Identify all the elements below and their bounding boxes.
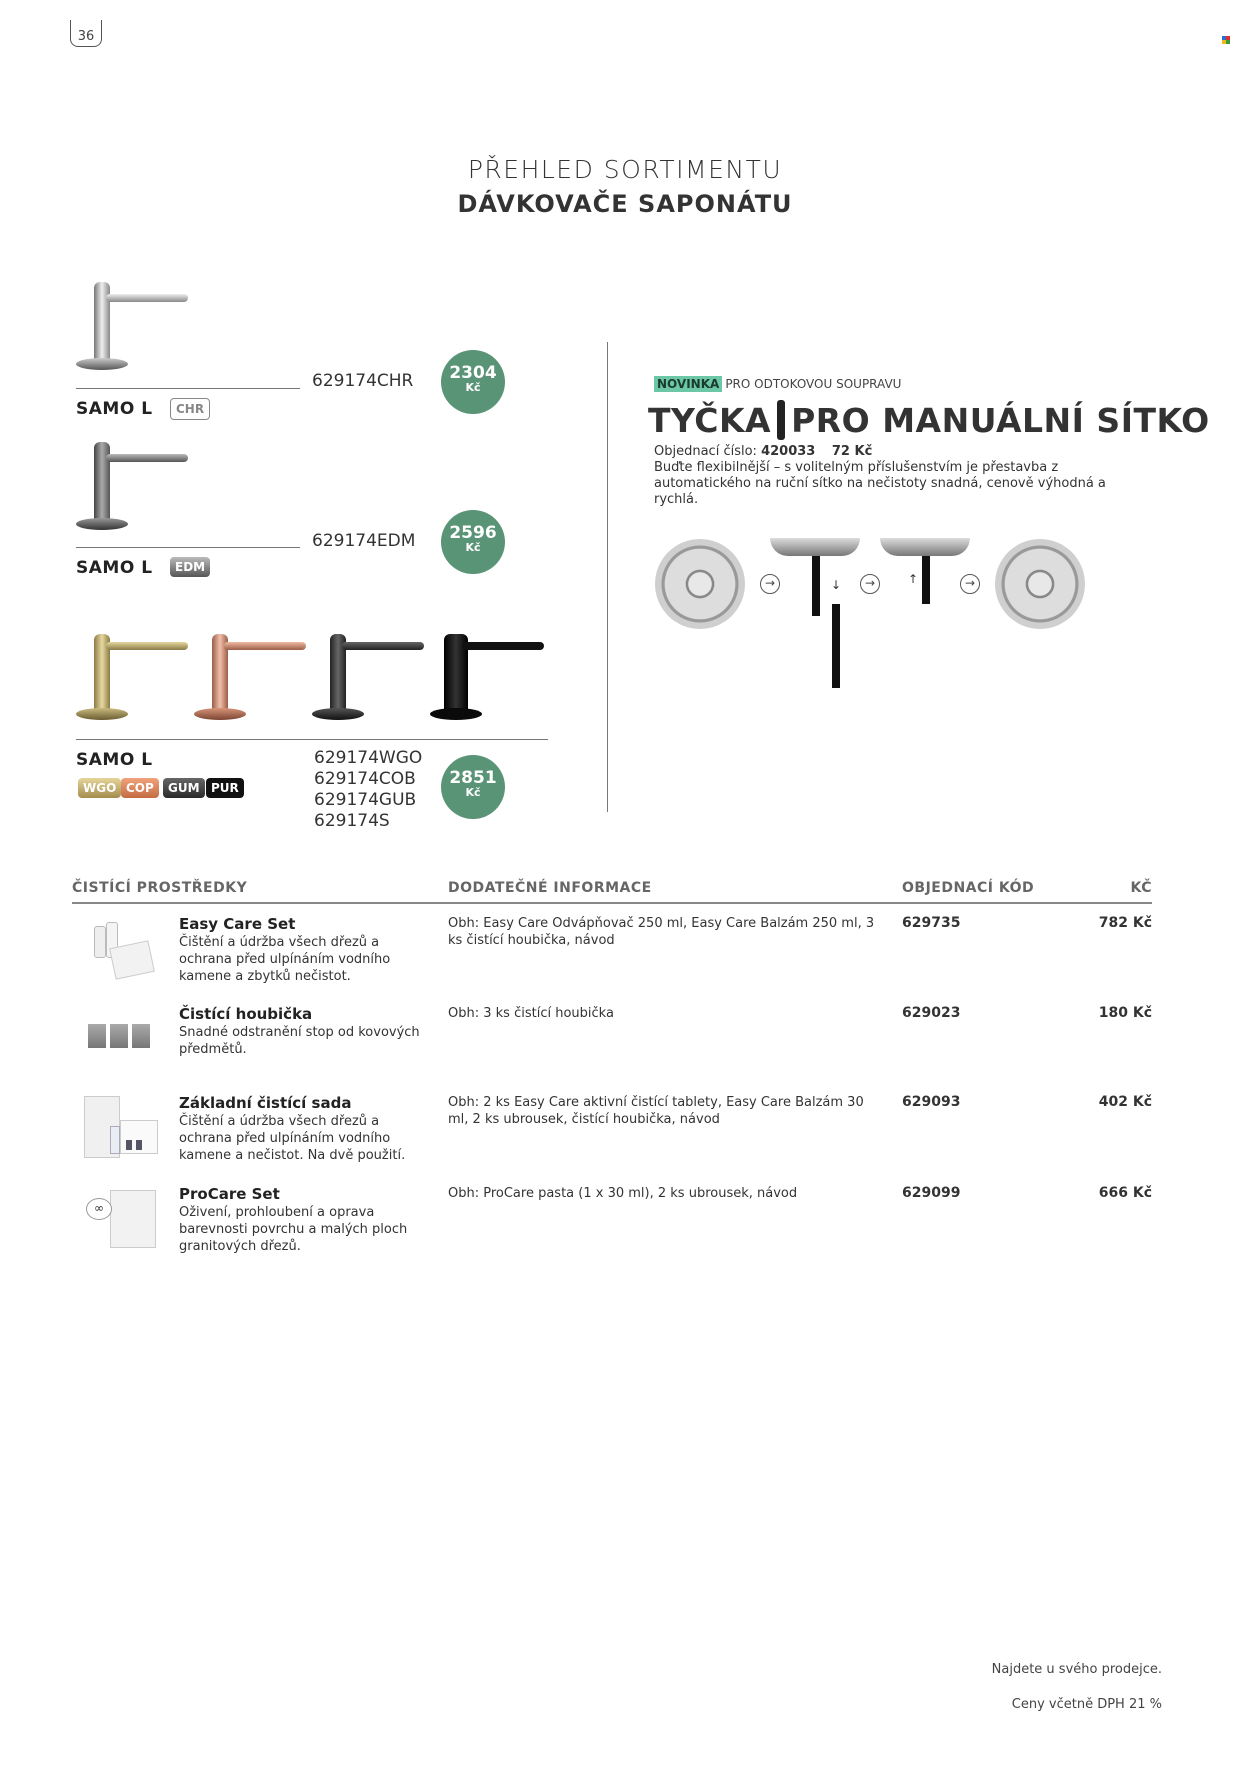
price-badge	[441, 755, 505, 819]
column-divider	[607, 342, 608, 812]
arrow-right-icon: →	[760, 574, 780, 594]
row-info: Obh: Easy Care Odvápňovač 250 ml, Easy Care Balzám 250 ml, 3 ks čistící houbička, návod	[448, 916, 875, 948]
row-code: 629093	[902, 1094, 961, 1110]
row-info: Obh: ProCare pasta (1 x 30 ml), 2 ks ubrousek, návod	[448, 1186, 798, 1201]
finish-badge-chr: CHR	[170, 398, 210, 420]
feature-description: Buďte flexibilnější – s volitelným příslušenstvím je přestavba z automatického na ruční sítko na nečistoty snadná, cenově výhodná a rychlá.	[654, 460, 1106, 507]
price-value: 2596	[449, 523, 497, 543]
order-code: 629174EDM	[312, 531, 416, 551]
finish-badge-pur: PUR	[206, 778, 244, 798]
finish-badge-wgo: WGO	[78, 778, 121, 798]
table-header-rule	[72, 902, 1152, 904]
rod-icon	[777, 400, 785, 440]
product-name: SAMO L	[76, 750, 153, 770]
row-title: Základní čistící sada	[179, 1094, 352, 1112]
faucet-wgo-image	[76, 634, 191, 724]
price-value: 2304	[449, 363, 497, 383]
strainer-top-icon	[655, 539, 745, 629]
faucet-gum-image	[312, 634, 427, 724]
finish-badge-cop: COP	[121, 778, 159, 798]
col-header-price: KČ	[1130, 880, 1152, 896]
strainer-assembled-icon: ↑	[880, 538, 970, 618]
section-title: PŘEHLED SORTIMENTU	[467, 155, 783, 184]
row-price: 782 Kč	[1098, 915, 1152, 931]
col-header-product: ČISTÍCÍ PROSTŘEDKY	[72, 880, 248, 896]
footer-note: Najdete u svého prodejce.	[991, 1662, 1162, 1677]
row-price: 402 Kč	[1098, 1094, 1152, 1110]
product-name: SAMO L	[76, 399, 153, 419]
section-subtitle: DÁVKOVAČE SAPONÁTU	[457, 190, 793, 218]
strainer-with-rod-icon: ↓	[770, 538, 860, 698]
row-description: Čištění a údržba všech dřezů a ochrana před ulpínáním vodního kamene a zbytků nečistot.	[179, 935, 391, 984]
feature-title-right: PRO MANUÁLNÍ SÍTKO	[791, 401, 1210, 440]
feature-order-line	[654, 444, 872, 459]
feature-title	[648, 400, 1210, 440]
row-price: 666 Kč	[1098, 1185, 1152, 1201]
procare-set-image: ∞	[86, 1188, 158, 1248]
feature-title-left: TYČKA	[648, 401, 772, 440]
order-code: 629174WGO	[314, 748, 423, 768]
price-badge	[441, 350, 505, 414]
order-price: 72 Kč	[831, 444, 873, 459]
easy-care-set-image	[90, 920, 152, 982]
strainer-top-icon	[995, 539, 1085, 629]
arrow-right-icon: →	[860, 574, 880, 594]
novinka-label	[654, 377, 901, 391]
order-code: 629174S	[314, 811, 390, 831]
faucet-pur-image	[430, 634, 545, 724]
divider	[76, 547, 300, 548]
finish-badge-edm: EDM	[170, 557, 210, 577]
price-value: 2851	[449, 768, 497, 788]
page-number: 36	[70, 20, 102, 47]
faucet-cop-image	[194, 634, 309, 724]
col-header-code: OBJEDNACÍ KÓD	[902, 880, 1035, 896]
row-info: Obh: 2 ks Easy Care aktivní čistící tablety, Easy Care Balzám 30 ml, 2 ks ubrousek, čistící houbička, návod	[448, 1095, 864, 1127]
row-code: 629735	[902, 915, 961, 931]
arrow-right-icon: →	[960, 574, 980, 594]
product-name: SAMO L	[76, 558, 153, 578]
finish-badge-gum: GUM	[163, 778, 205, 798]
row-description: Snadné odstranění stop od kovových předmětů.	[179, 1025, 420, 1057]
faucet-edm-image	[76, 442, 191, 534]
divider	[76, 739, 548, 740]
new-tag: NOVINKA	[654, 376, 722, 392]
price-currency: Kč	[465, 381, 481, 394]
faucet-chr-image	[76, 282, 191, 374]
row-info: Obh: 3 ks čistící houbička	[448, 1006, 614, 1021]
price-badge	[441, 510, 505, 574]
row-code: 629099	[902, 1185, 961, 1201]
row-code: 629023	[902, 1005, 961, 1021]
brand-logo-icon	[1222, 36, 1230, 44]
footer-vat-note: Ceny včetně DPH 21 %	[1011, 1697, 1162, 1712]
order-code: 629174CHR	[312, 371, 414, 391]
feature-subtitle: PRO ODTOKOVOU SOUPRAVU	[725, 377, 902, 391]
order-label: Objednací číslo:	[654, 444, 757, 459]
row-description: Oživení, prohloubení a oprava barevnosti povrchu a malých ploch granitových dřezů.	[179, 1205, 408, 1254]
order-code: 629174COB	[314, 769, 416, 789]
order-code: 420033	[761, 444, 816, 459]
basic-cleaning-set-image	[84, 1096, 158, 1158]
col-header-info: DODATEČNÉ INFORMACE	[448, 880, 652, 896]
row-title: ProCare Set	[179, 1185, 280, 1203]
divider	[76, 388, 300, 389]
sponge-image	[88, 1022, 154, 1052]
row-title: Easy Care Set	[179, 915, 296, 933]
row-title: Čistící houbička	[179, 1005, 313, 1023]
price-currency: Kč	[465, 541, 481, 554]
price-currency: Kč	[465, 786, 481, 799]
row-price: 180 Kč	[1098, 1005, 1152, 1021]
row-description: Čištění a údržba všech dřezů a ochrana před ulpínáním vodního kamene a nečistot. Na dvě použití.	[179, 1114, 406, 1163]
order-code: 629174GUB	[314, 790, 417, 810]
